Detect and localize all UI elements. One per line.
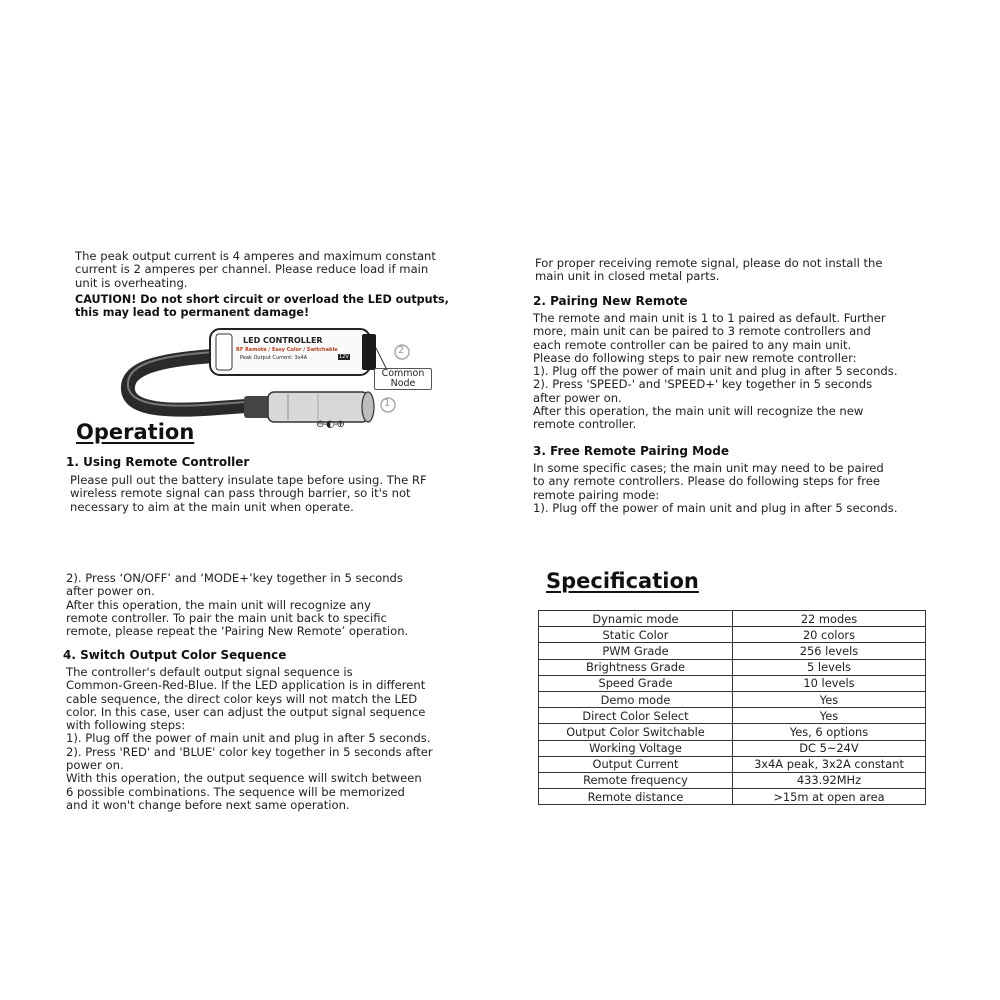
caution-text (75, 293, 449, 320)
section3-text (533, 462, 898, 515)
text-line: more, main unit can be paired to 3 remote controllers and (533, 324, 871, 339)
text-line: after power on. (66, 584, 155, 599)
spec-row (539, 691, 926, 707)
text-line: CAUTION! Do not short circuit or overload the LED outputs, (75, 293, 449, 306)
spec-row (539, 756, 926, 772)
spec-row (539, 659, 926, 675)
text-line: 1). Plug off the power of main unit and plug in after 5 seconds. (533, 500, 898, 515)
text-line: with following steps: (66, 718, 186, 733)
spec-name-cell: Output Current (539, 756, 733, 772)
spec-name-cell: Remote frequency (539, 772, 733, 788)
spec-value-cell: 433.92MHz (733, 772, 926, 788)
pairing-back-text (66, 572, 408, 638)
text-line: Please pull out the battery insulate tape before using. The RF (70, 473, 427, 487)
text-line: After this operation, the main unit will recognize the new (533, 404, 864, 419)
text-line: After this operation, the main unit will recognize any (66, 597, 372, 612)
callout-2: 2 (398, 345, 405, 356)
text-line: 2). Press ‘ON/OFF’ and ‘MODE+’key together in 5 seconds (66, 571, 403, 585)
spec-value-cell: Yes (733, 691, 926, 707)
spec-value-cell: Yes (733, 708, 926, 724)
text-line: The peak output current is 4 amperes and maximum constant (75, 249, 436, 263)
text-line: wireless remote signal can pass through barrier, so it's not (70, 486, 411, 501)
polarity-icon: ⊖-◐-⊕ (316, 419, 344, 430)
right-intro-text (535, 257, 883, 284)
text-line: cable sequence, the direct color keys will not match the LED (66, 691, 418, 706)
spec-name-cell: Output Color Switchable (539, 724, 733, 740)
intro-text (75, 250, 436, 290)
text-line: 2). Press 'SPEED-' and 'SPEED+' key together in 5 seconds (533, 377, 873, 392)
device-spec-line: Peak Output Current: 3x4A (240, 355, 308, 361)
section2-heading: 2. Pairing New Remote (533, 294, 688, 308)
spec-name-cell: Demo mode (539, 691, 733, 707)
spec-row (539, 675, 926, 691)
spec-name-cell: Brightness Grade (539, 659, 733, 675)
text-line: remote controller. (533, 417, 637, 432)
text-line: after power on. (533, 390, 622, 405)
text-line: Please do following steps to pair new remote controller: (533, 350, 857, 365)
section4-text (66, 666, 433, 812)
text-line: main unit in closed metal parts. (535, 269, 720, 284)
spec-name-cell: Static Color (539, 627, 733, 643)
text-line: 2). Press 'RED' and 'BLUE' color key together in 5 seconds after (66, 744, 433, 759)
spec-row (539, 643, 926, 659)
text-line: 1). Plug off the power of main unit and plug in after 5 seconds. (533, 364, 898, 379)
text-line: Common-Green-Red-Blue. If the LED application is in different (66, 678, 426, 693)
spec-value-cell: 10 levels (733, 675, 926, 691)
text-line: current is 2 amperes per channel. Please reduce load if main (75, 262, 429, 277)
spec-value-cell: 22 modes (733, 611, 926, 627)
device-badge: 12V (339, 354, 349, 360)
spec-name-cell: Remote distance (539, 789, 733, 805)
text-line: necessary to aim at the main unit when operate. (70, 499, 354, 514)
spec-value-cell: 256 levels (733, 643, 926, 659)
text-line: 1). Plug off the power of main unit and plug in after 5 seconds. (66, 731, 431, 746)
spec-row (539, 611, 926, 627)
section3-heading: 3. Free Remote Pairing Mode (533, 444, 730, 458)
device-title: LED CONTROLLER (243, 336, 323, 345)
text-line: remote controller. To pair the main unit back to specific (66, 610, 387, 625)
text-line: remote pairing mode: (533, 487, 660, 502)
text-line: The remote and main unit is 1 to 1 paired as default. Further (533, 311, 886, 325)
text-line: color. In this case, user can adjust the output signal sequence (66, 704, 426, 719)
text-line: this may lead to permanent damage! (75, 306, 310, 320)
text-line: 6 possible combinations. The sequence will be memorized (66, 784, 405, 799)
text-line: For proper receiving remote signal, please do not install the (535, 256, 883, 270)
specification-heading: Specification (546, 569, 699, 593)
text-line: remote, please repeat the ‘Pairing New Remote’ operation. (66, 624, 409, 639)
operation-heading: Operation (76, 420, 195, 444)
device-subtitle: RF Remote / Easy Color / Switchable (236, 347, 338, 353)
common-node-label: Common Node (374, 368, 432, 390)
spec-row (539, 740, 926, 756)
spec-value-cell: 5 levels (733, 659, 926, 675)
specification-table (538, 610, 926, 805)
text-line: unit is overheating. (75, 275, 188, 290)
spec-name-cell: Dynamic mode (539, 611, 733, 627)
text-line: The controller's default output signal sequence is (66, 665, 353, 679)
text-line: With this operation, the output sequence will switch between (66, 771, 422, 786)
spec-value-cell: >15m at open area (733, 789, 926, 805)
text-line: In some specific cases; the main unit may need to be paired (533, 461, 884, 475)
spec-name-cell: Speed Grade (539, 675, 733, 691)
text-line: each remote controller can be paired to any main unit. (533, 337, 852, 352)
section1-heading: 1. Using Remote Controller (66, 455, 250, 469)
spec-row (539, 772, 926, 788)
spec-value-cell: Yes, 6 options (733, 724, 926, 740)
text-line: and it won't change before next same operation. (66, 797, 350, 812)
callout-1: 1 (384, 398, 391, 409)
spec-value-cell: 20 colors (733, 627, 926, 643)
section2-text (533, 312, 898, 432)
spec-value-cell: 3x4A peak, 3x2A constant (733, 756, 926, 772)
section1-text (70, 474, 427, 514)
section4-heading: 4. Switch Output Color Sequence (63, 648, 287, 662)
spec-name-cell: Working Voltage (539, 740, 733, 756)
spec-row (539, 789, 926, 805)
spec-row (539, 708, 926, 724)
spec-name-cell: PWM Grade (539, 643, 733, 659)
text-line: to any remote controllers. Please do following steps for free (533, 474, 880, 489)
spec-row (539, 724, 926, 740)
spec-name-cell: Direct Color Select (539, 708, 733, 724)
text-line: power on. (66, 758, 124, 773)
spec-row (539, 627, 926, 643)
spec-value-cell: DC 5~24V (733, 740, 926, 756)
